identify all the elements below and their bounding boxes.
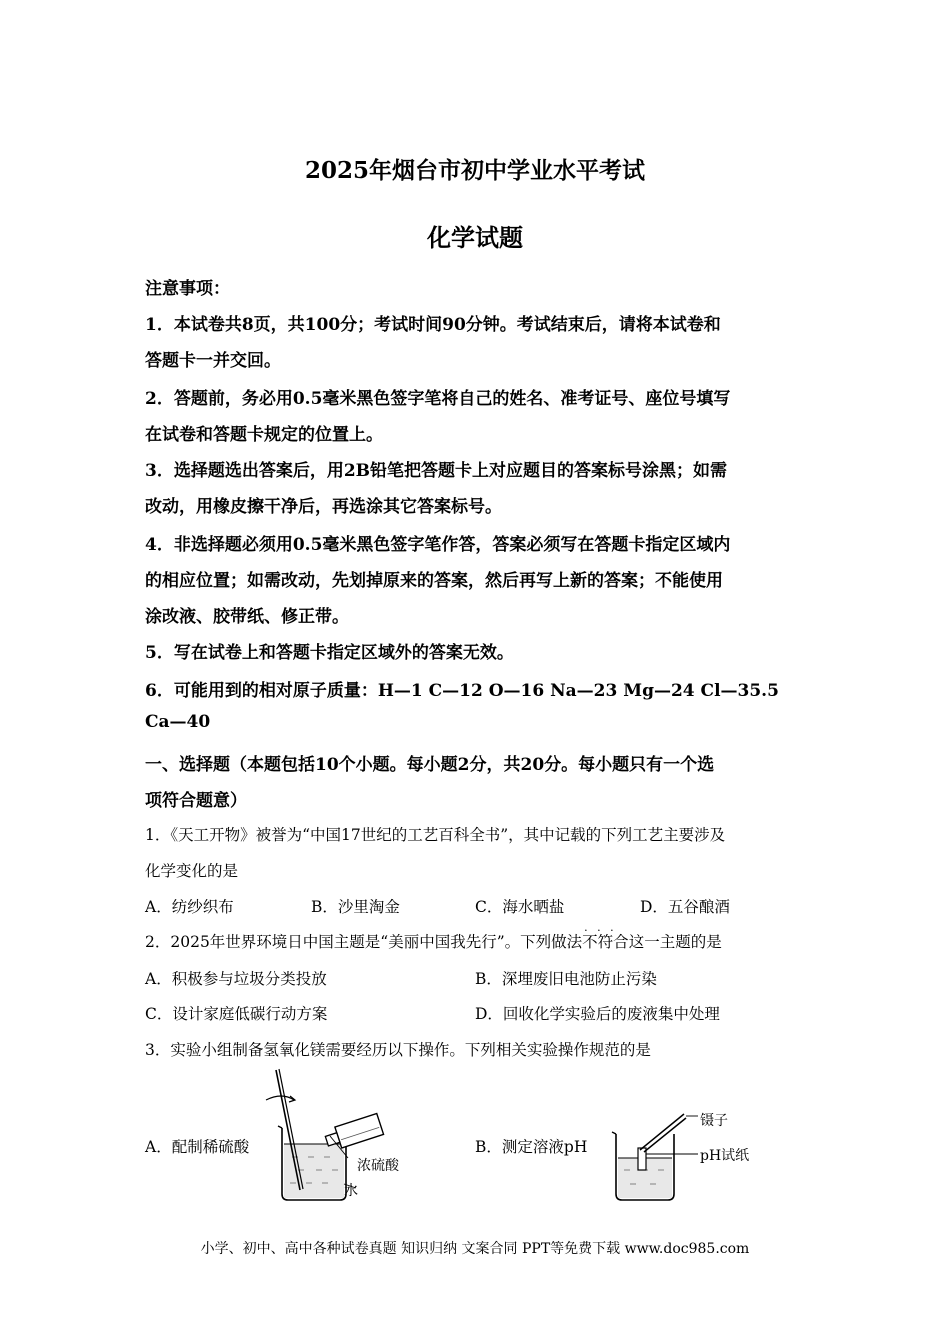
q2-option-c: C．设计家庭低碳行动方案 xyxy=(145,1005,328,1023)
question-1-stem: 1．《天工开物》被誉为“中国17世纪的工艺百科全书”，其中记载的下列工艺主要涉及 xyxy=(145,826,726,844)
q2-option-b: B．深埋废旧电池防止污染 xyxy=(475,970,657,988)
label-ph-paper: pH试纸 xyxy=(700,1148,750,1164)
notice-line: 涂改液、胶带纸、修正带。 xyxy=(145,607,349,627)
notice-line: 4．非选择题必须用0.5毫米黑色签字笔作答，答案必须写在答题卡指定区域内 xyxy=(145,535,731,555)
notice-line: 1．本试卷共8页，共100分；考试时间90分钟。考试结束后，请将本试卷和 xyxy=(145,315,721,335)
question-2-stem: 2．2025年世界环境日中国主题是“美丽中国我先行”。下列做法不符合 · · ·这一主题的是 xyxy=(145,930,722,952)
notice-line: 答题卡一并交回。 xyxy=(145,351,281,371)
notice-heading: 注意事项： xyxy=(145,279,230,299)
dilution-figure xyxy=(260,1062,410,1208)
notice-line: 6．可能用到的相对原子质量：H—1 C—12 O—16 Na—23 Mg—24 Cl—35.5 xyxy=(145,681,779,701)
q2-option-d: D．回收化学实验后的废液集中处理 xyxy=(475,1005,720,1023)
q3-option-a: A．配制稀硫酸 xyxy=(145,1138,250,1156)
emphasis-text: 不符合 · · · xyxy=(582,933,629,951)
notice-line: 2．答题前，务必用0.5毫米黑色签字笔将自己的姓名、准考证号、座位号填写 xyxy=(145,389,731,409)
label-conc-sulfuric-acid: 浓硫酸 xyxy=(357,1158,399,1174)
q1-option-d: D．五谷酿酒 xyxy=(640,898,730,916)
section-heading: 一、选择题（本题包括10个小题。每小题2分，共20分。每小题只有一个选 xyxy=(145,755,715,775)
label-tweezers: 镊子 xyxy=(700,1113,728,1129)
notice-line: 的相应位置；如需改动，先划掉原来的答案，然后再写上新的答案；不能使用 xyxy=(145,571,723,591)
q2-option-a: A．积极参与垃圾分类投放 xyxy=(145,970,327,988)
page-footer: 小学、初中、高中各种试卷真题 知识归纳 文案合同 PPT等免费下载 www.doc985.com xyxy=(200,1241,750,1257)
q1-option-c: C．海水晒盐 xyxy=(475,898,565,916)
ph-test-figure xyxy=(600,1106,710,1206)
notice-line: 在试卷和答题卡规定的位置上。 xyxy=(145,425,383,445)
notice-line: 改动，用橡皮擦干净后，再选涂其它答案标号。 xyxy=(145,497,502,517)
section-heading: 项符合题意） xyxy=(145,791,247,811)
question-3-stem: 3．实验小组制备氢氧化镁需要经历以下操作。下列相关实验操作规范的是 xyxy=(145,1041,651,1059)
notice-line: Ca—40 xyxy=(145,712,211,732)
exam-subtitle: 化学试题 xyxy=(427,223,523,252)
q1-option-a: A．纺纱织布 xyxy=(145,898,234,916)
notice-line: 3．选择题选出答案后，用2B铅笔把答题卡上对应题目的答案标号涂黑；如需 xyxy=(145,461,728,481)
question-1-stem: 化学变化的是 xyxy=(145,862,239,880)
q1-option-b: B．沙里淘金 xyxy=(311,898,400,916)
notice-line: 5．写在试卷上和答题卡指定区域外的答案无效。 xyxy=(145,643,514,663)
exam-title: 2025年烟台市初中学业水平考试 xyxy=(304,157,645,184)
label-water: 水 xyxy=(344,1183,358,1199)
q3-option-b: B．测定溶液pH xyxy=(475,1138,588,1156)
